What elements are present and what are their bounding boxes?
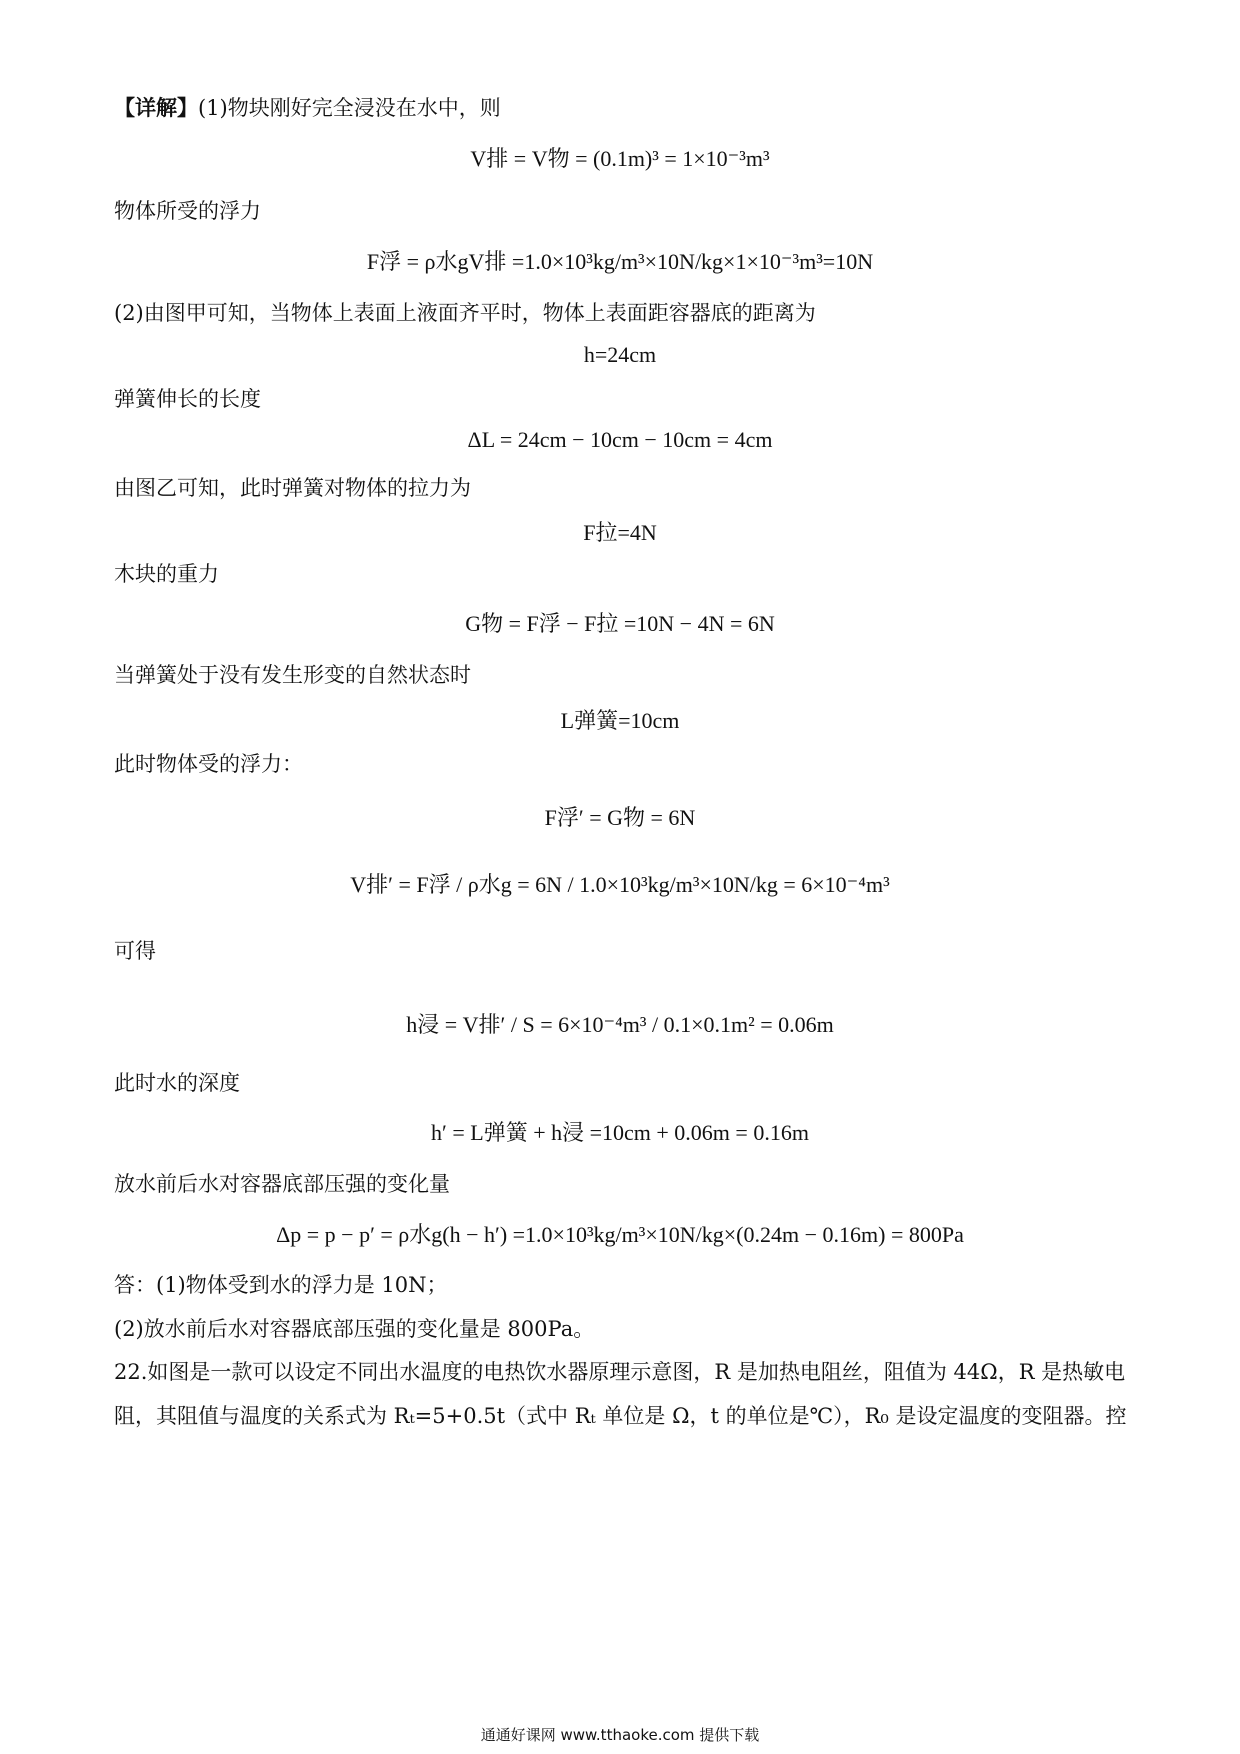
footer-watermark: 通通好课网 www.tthaoke.com 提供下载 bbox=[480, 1726, 760, 1744]
answer-1: 答：(1)物体受到水的浮力是 10N； bbox=[114, 1273, 448, 1297]
equation-4: ΔL = 24cm − 10cm − 10cm = 4cm bbox=[467, 427, 773, 452]
equation-11: h′ = L弹簧 + h浸 =10cm + 0.06m = 0.16m bbox=[431, 1120, 809, 1145]
detail-heading: 【详解】 bbox=[114, 95, 198, 120]
equation-1: V排 = V物 = (0.1m)³ = 1×10⁻³m³ bbox=[470, 146, 770, 171]
equation-9: V排′ = F浮 / ρ水g = 6N / 1.0×10³kg/m³×10N/kg = 6×10⁻⁴m³ bbox=[350, 872, 890, 897]
equation-5: F拉=4N bbox=[583, 520, 657, 545]
text-water-depth: 此时水的深度 bbox=[114, 1071, 240, 1095]
text-block-weight: 木块的重力 bbox=[114, 562, 219, 586]
detail-text-1: (1)物块刚好完全浸没在水中，则 bbox=[198, 96, 501, 120]
answer-2: (2)放水前后水对容器底部压强的变化量是 800Pa。 bbox=[114, 1317, 595, 1341]
equation-10: h浸 = V排′ / S = 6×10⁻⁴m³ / 0.1×0.1m² = 0.06m bbox=[406, 1012, 834, 1037]
question-22: 22.如图是一款可以设定不同出水温度的电热饮水器原理示意图，R 是加热电阻丝，阻值为 44Ω，R 是热敏电阻，其阻值与温度的关系式为 Rₜ=5+0.5t（式中 Rₜ 单位是 Ω，t 的单位是℃），R₀ 是设定温度的变阻器。控 bbox=[114, 1360, 1127, 1428]
text-pressure-change: 放水前后水对容器底部压强的变化量 bbox=[114, 1172, 450, 1196]
equation-3: h=24cm bbox=[583, 342, 657, 367]
text-spring-extension: 弹簧伸长的长度 bbox=[114, 387, 261, 411]
detail-line-1 bbox=[114, 93, 501, 123]
text-buoyant-now: 此时物体受的浮力： bbox=[114, 752, 303, 776]
text-natural-state: 当弹簧处于没有发生形变的自然状态时 bbox=[114, 663, 471, 687]
equation-7: L弹簧=10cm bbox=[560, 708, 680, 733]
equation-6: G物 = F浮 − F拉 =10N − 4N = 6N bbox=[465, 611, 775, 636]
equation-12: Δp = p − p′ = ρ水g(h − h′) =1.0×10³kg/m³×10N/kg×(0.24m − 0.16m) = 800Pa bbox=[276, 1222, 964, 1247]
text-therefore: 可得 bbox=[114, 939, 156, 963]
text-part-2: (2)由图甲可知，当物体上表面上液面齐平时，物体上表面距容器底的距离为 bbox=[114, 301, 816, 325]
equation-8: F浮′ = G物 = 6N bbox=[544, 805, 696, 830]
equation-2: F浮 = ρ水gV排 =1.0×10³kg/m³×10N/kg×1×10⁻³m³=10N bbox=[366, 249, 874, 274]
text-spring-pull: 由图乙可知，此时弹簧对物体的拉力为 bbox=[114, 476, 471, 500]
text-buoyant-force: 物体所受的浮力 bbox=[114, 199, 261, 223]
